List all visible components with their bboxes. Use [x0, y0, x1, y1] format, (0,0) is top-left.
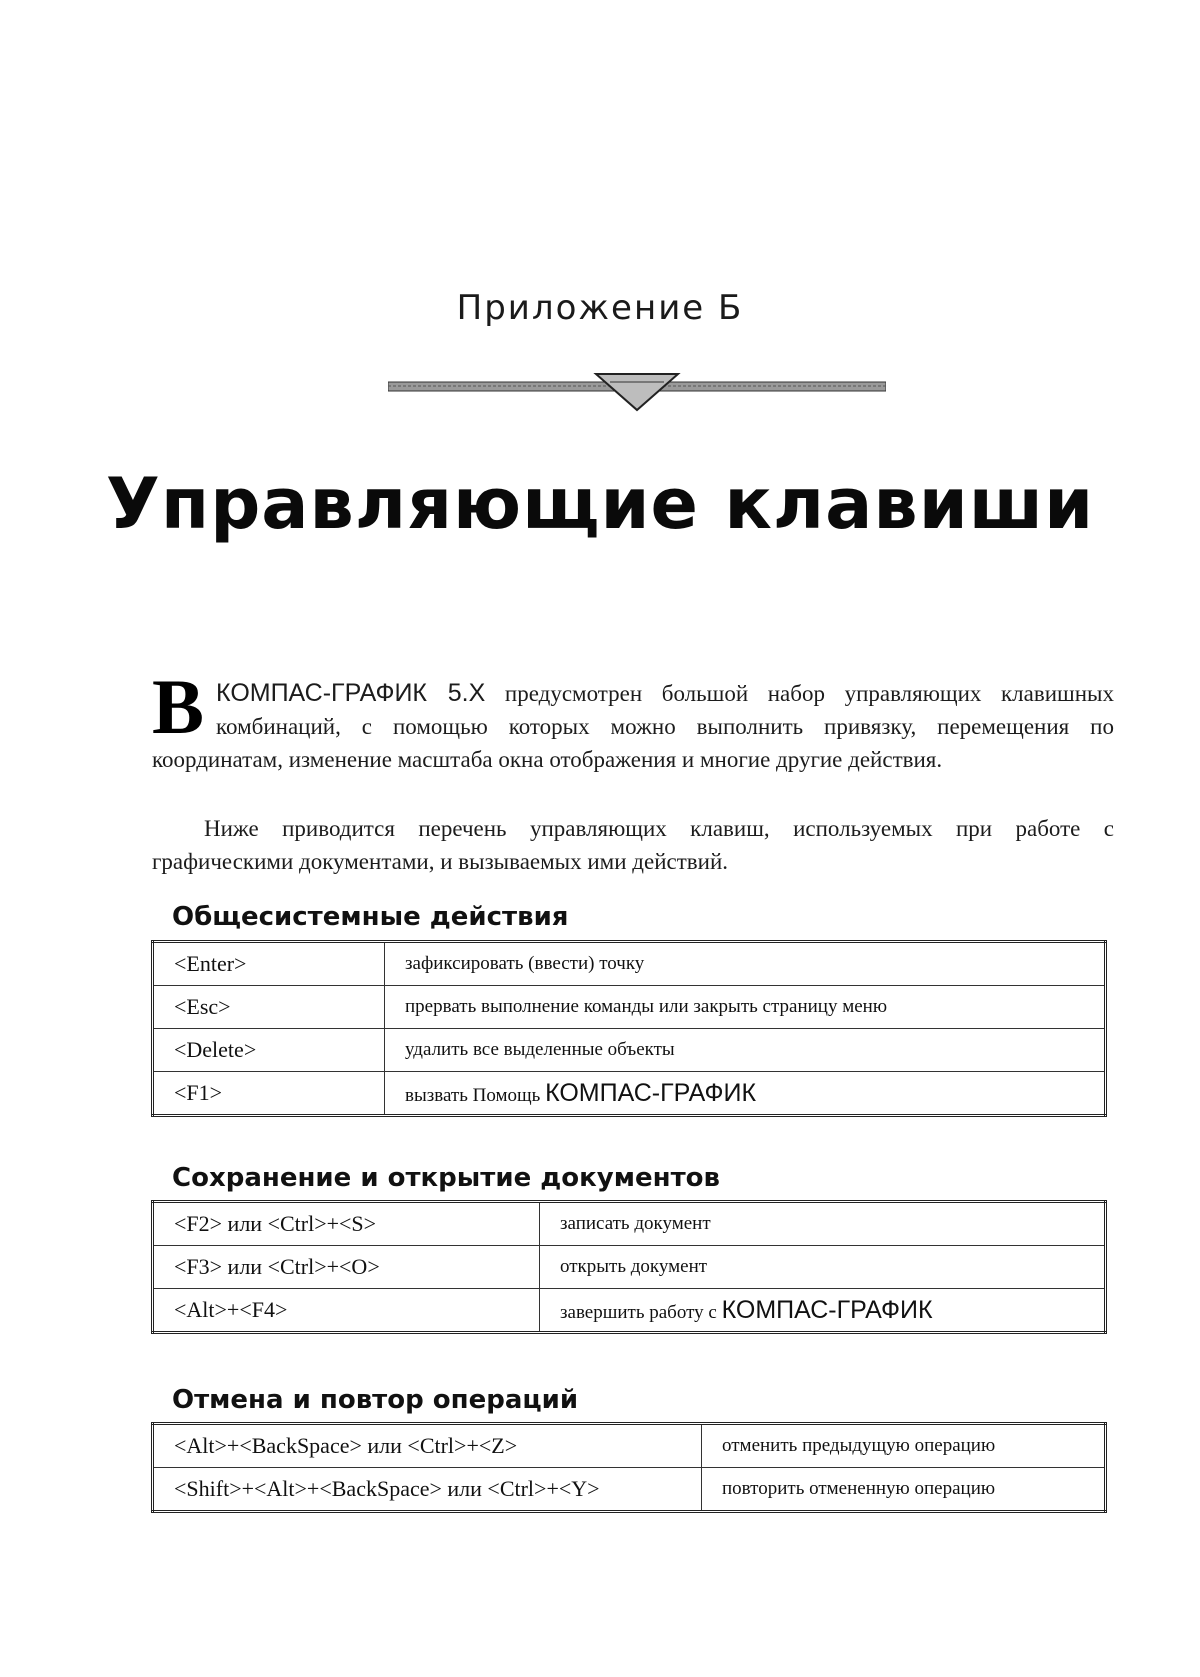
- product-name: КОМПАС-ГРАФИК 5.X: [216, 679, 486, 707]
- action-cell: [385, 942, 1106, 986]
- action-cell: [540, 1246, 1106, 1289]
- key-cell: <Delete>: [153, 1029, 385, 1072]
- table-row: [153, 986, 1106, 1029]
- action-text: отменить предыдущую операцию: [722, 1435, 996, 1456]
- action-cell: [540, 1202, 1106, 1246]
- action-text: зафиксировать (ввести) точку: [405, 953, 645, 974]
- intro-text: предусмотрен большой набор управляющих клавишных комбинаций, с помощью которых можно выполнить привязку, перемещения по координатам, изменение масштаба окна отображения и многие другие действия.: [152, 681, 1115, 772]
- section-title-documents: Сохранение и открытие документов: [172, 1163, 720, 1193]
- section-title-system: Общесистемные действия: [172, 902, 569, 932]
- key-cell: <Enter>: [153, 942, 385, 986]
- key-cell: <F3> или <Ctrl>+<O>: [153, 1246, 540, 1289]
- action-cell: [540, 1289, 1106, 1333]
- key-cell: <Alt>+<BackSpace> или <Ctrl>+<Z>: [153, 1424, 702, 1468]
- drop-cap: В: [152, 663, 205, 750]
- table-row: [153, 1029, 1106, 1072]
- table-row: [153, 1202, 1106, 1246]
- key-cell: <Alt>+<F4>: [153, 1289, 540, 1333]
- table-row: [153, 942, 1106, 986]
- action-cell: [385, 986, 1106, 1029]
- table-row: [153, 1246, 1106, 1289]
- key-cell: <F1>: [153, 1072, 385, 1116]
- action-text: записать документ: [560, 1213, 711, 1234]
- action-cell: [702, 1424, 1106, 1468]
- action-text: открыть документ: [560, 1256, 708, 1277]
- action-text: удалить все выделенные объекты: [405, 1039, 675, 1060]
- action-cell: [385, 1029, 1106, 1072]
- key-cell: <F2> или <Ctrl>+<S>: [153, 1202, 540, 1246]
- shortcut-table-system: [151, 940, 1107, 1117]
- action-text: прервать выполнение команды или закрыть страницу меню: [405, 996, 888, 1017]
- shortcut-table-documents: [151, 1200, 1107, 1334]
- product-name: КОМПАС-ГРАФИК: [545, 1078, 757, 1107]
- page-title: Управляющие клавиши: [105, 463, 1095, 545]
- appendix-label: Приложение Б: [456, 288, 744, 328]
- table-row: [153, 1072, 1106, 1116]
- table-row: [153, 1424, 1106, 1468]
- intro-paragraph-2: Ниже приводится перечень управляющих клавиш, используемых при работе с графическими документами, и вызываемых ими действий.: [152, 816, 1114, 874]
- action-cell: [385, 1072, 1106, 1116]
- intro-paragraph-1: [152, 663, 1115, 776]
- action-cell: [702, 1468, 1106, 1512]
- section-title-undo-redo: Отмена и повтор операций: [172, 1385, 579, 1415]
- action-text: повторить отмененную операцию: [722, 1478, 996, 1499]
- action-text: завершить работу с: [560, 1301, 717, 1323]
- table-row: [153, 1289, 1106, 1333]
- action-text: вызвать Помощь: [405, 1084, 541, 1106]
- product-name: КОМПАС-ГРАФИК: [721, 1295, 933, 1324]
- table-row: [153, 1468, 1106, 1512]
- key-cell: <Esc>: [153, 986, 385, 1029]
- ornament-divider-icon: [388, 368, 886, 418]
- shortcut-table-undo-redo: [151, 1422, 1107, 1513]
- key-cell: <Shift>+<Alt>+<BackSpace> или <Ctrl>+<Y>: [153, 1468, 702, 1512]
